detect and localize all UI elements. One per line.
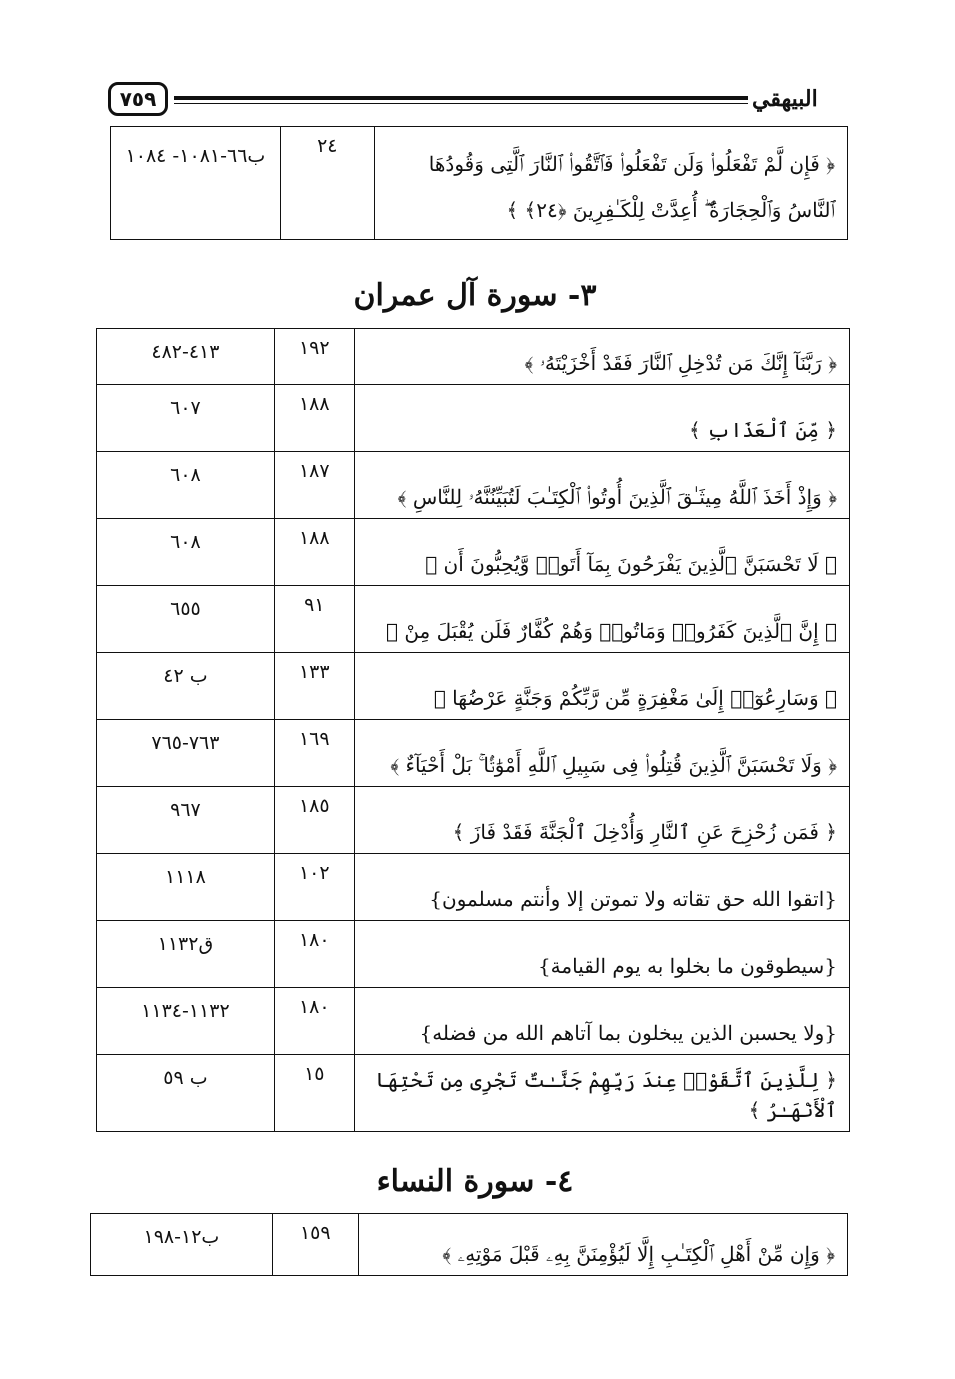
table-row xyxy=(97,329,850,385)
verse-text: ﴿ وَسَارِعُوٓا۟ إِلَىٰ مَغْفِرَةٍ مِّن رَّبِّكُمْ وَجَنَّةٍ عَرْضُهَا ﴾ xyxy=(354,653,849,720)
book-title: البيهقي xyxy=(752,86,818,112)
page-references: ٦٠٨ xyxy=(97,452,275,519)
surah-title: ٣- سورة آل عمران xyxy=(353,278,597,313)
verse-index-table xyxy=(90,1213,848,1276)
table-row xyxy=(97,787,850,854)
ayah-number: ١٨٥ xyxy=(274,787,354,854)
ayah-number: ١٩٢ xyxy=(274,329,354,385)
table-row xyxy=(97,1055,850,1132)
ayah-number: ١٨٨ xyxy=(274,519,354,586)
table-row xyxy=(97,452,850,519)
table-row xyxy=(91,1214,848,1276)
page-references: ٦٠٨ xyxy=(97,519,275,586)
verse-text: ﴿ لَا تَحْسَبَنَّ ٱلَّذِينَ يَفْرَحُونَ بِمَآ أَتَوا۟ وَّيُحِبُّونَ أَن ﴾ xyxy=(354,519,849,586)
page-references: ٦٠٧ xyxy=(97,385,275,452)
verse-text: ﴿ فَمَن زُحْزِحَ عَنِ ٱلنَّارِ وَأُدْخِلَ ٱلْجَنَّةَ فَقَدْ فَازَ ﴾ xyxy=(354,787,849,854)
verse-text: {اتقوا الله حق تقاته ولا تموتن إلا وأنتم مسلمون} xyxy=(354,854,849,921)
table-row xyxy=(97,586,850,653)
table-row xyxy=(97,854,850,921)
page-references: ١١١٨ xyxy=(97,854,275,921)
ayah-number: ١٥ xyxy=(274,1055,354,1132)
ayah-number: ١٠٢ xyxy=(274,854,354,921)
page-header xyxy=(108,82,848,122)
table-row xyxy=(97,519,850,586)
page-references: ب٦٦-١٠٨١- ١٠٨٤ xyxy=(111,127,281,240)
ayah-number: ٢٤ xyxy=(280,127,374,240)
verse-text: {ولا يحسبن الذين يبخلون بما آتاهم الله من فضله} xyxy=(354,988,849,1055)
page-references: ٩٦٧ xyxy=(97,787,275,854)
ayah-number: ١٨٠ xyxy=(274,988,354,1055)
page-references: ب١٢-١٩٨ xyxy=(91,1214,273,1276)
verse-text: ﴿ وَإِن مِّنْ أَهْلِ ٱلْكِتَـٰبِ إِلَّا لَيُؤْمِنَنَّ بِهِۦ قَبْلَ مَوْتِهِۦ ﴾ xyxy=(358,1214,847,1276)
ayah-number: ١٦٩ xyxy=(274,720,354,787)
ayah-number: ١٨٨ xyxy=(274,385,354,452)
verse-text: ﴿ رَبَّنَآ إِنَّكَ مَن تُدْخِلِ ٱلنَّارَ فَقَدْ أَخْزَيْتَهُۥ ﴾ xyxy=(354,329,849,385)
verse-index-table xyxy=(96,328,850,1132)
page-references: ٤١٣-٤٨٢ xyxy=(97,329,275,385)
verse-text: ﴿ وَلَا تَحْسَبَنَّ ٱلَّذِينَ قُتِلُوا۟ فِى سَبِيلِ ٱللَّهِ أَمْوَٰتًۢا ۚ بَلْ أَحْيَآءٌ ﴾ xyxy=(354,720,849,787)
page-references: ق١١٣٢ xyxy=(97,921,275,988)
verse-text: ﴿ لِلَّذِينَ ٱتَّقَوْا۟ عِندَ رَبِّهِمْ جَنَّـٰتٌ تَجْرِى مِن تَحْتِهَا ٱلْأَنْهَـٰرُ ﴾ xyxy=(354,1055,849,1132)
header-rule-thin xyxy=(174,103,748,104)
page-references: ٦٥٥ xyxy=(97,586,275,653)
surah-title: ٤- سورة النساء xyxy=(376,1164,574,1199)
ayah-number: ٩١ xyxy=(274,586,354,653)
table-row xyxy=(97,653,850,720)
page-references: ب ٤٢ xyxy=(97,653,275,720)
page-references: ٧٦٣-٧٦٥ xyxy=(97,720,275,787)
verse-text: ﴿ وَإِذْ أَخَذَ ٱللَّهُ مِيثَـٰقَ ٱلَّذِينَ أُوتُوا۟ ٱلْكِتَـٰبَ لَتُبَيِّنُنَّهُۥ لِلنَّاسِ ﴾ xyxy=(354,452,849,519)
table-row xyxy=(111,127,848,240)
ayah-number: ١٨٠ xyxy=(274,921,354,988)
ayah-number: ١٣٣ xyxy=(274,653,354,720)
header-rule xyxy=(174,96,748,100)
table-row xyxy=(97,385,850,452)
page-references: ١١٣٢-١١٣٤ xyxy=(97,988,275,1055)
page-number: ٧٥٩ xyxy=(108,82,168,116)
verse-text: {سيطوقون ما بخلوا به يوم القيامة} xyxy=(354,921,849,988)
verse-text: ﴿ مِّنَ ٱلْعَذَابِ ﴾ xyxy=(354,385,849,452)
verse-text: ﴿ فَإِن لَّمْ تَفْعَلُوا۟ وَلَن تَفْعَلُوا۟ فَٱتَّقُوا۟ ٱلنَّارَ ٱلَّتِى وَقُودُهَا ٱلنَّاسُ وَٱلْحِجَارَةُ ۖ أُعِدَّتْ لِلْكَـٰفِرِينَ ﴿٢٤﴾ ﴾ xyxy=(374,127,847,240)
table-row xyxy=(97,921,850,988)
table-row xyxy=(97,988,850,1055)
page-references: ب ٥٩ xyxy=(97,1055,275,1132)
ayah-number: ١٥٩ xyxy=(272,1214,358,1276)
ayah-number: ١٨٧ xyxy=(274,452,354,519)
verse-text: ﴿ إِنَّ ٱلَّذِينَ كَفَرُوا۟ وَمَاتُوا۟ وَهُمْ كُفَّارٌ فَلَن يُقْبَلَ مِنْ ﴾ xyxy=(354,586,849,653)
verse-index-table-continued xyxy=(110,126,848,240)
table-row xyxy=(97,720,850,787)
